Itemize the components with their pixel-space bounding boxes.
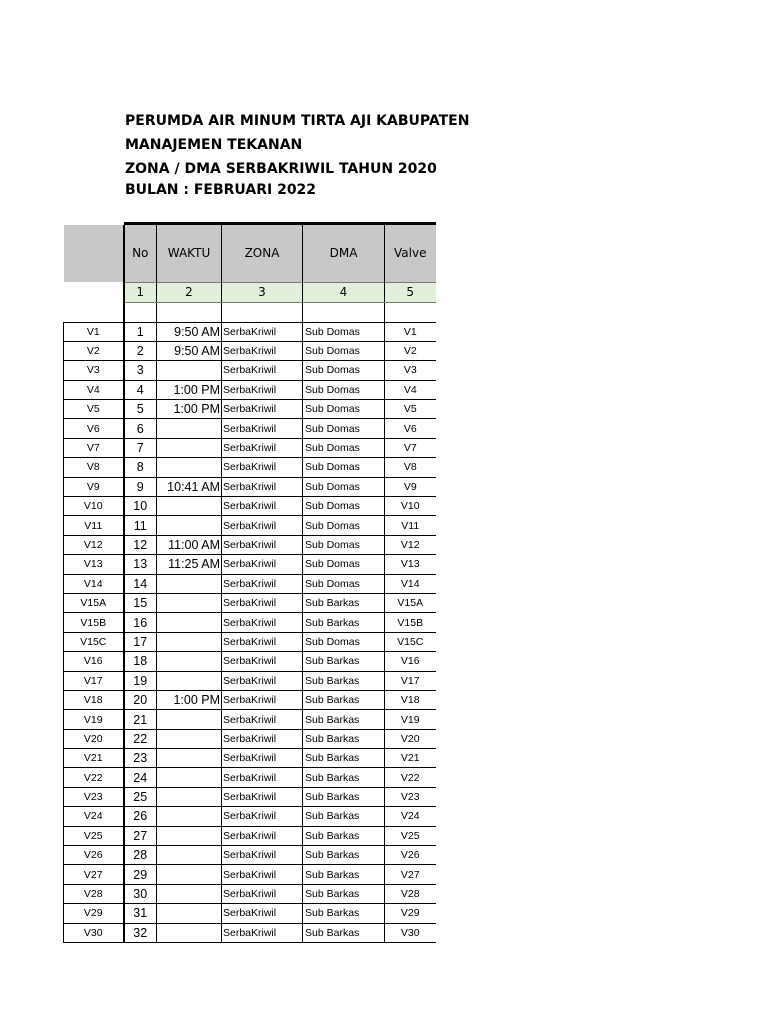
cell-no: 4 <box>124 380 157 399</box>
cell-valve: V16 <box>385 652 436 671</box>
cell-id: V18 <box>64 690 124 709</box>
table-row <box>64 632 436 651</box>
cell-id: V29 <box>64 904 124 923</box>
cell-id: V20 <box>64 729 124 748</box>
cell-valve: V15C <box>385 632 436 651</box>
column-number-4: 4 <box>303 282 385 302</box>
cell-id: V26 <box>64 846 124 865</box>
cell-waktu <box>157 768 222 787</box>
table-row <box>64 380 436 399</box>
cell-no: 30 <box>124 884 157 903</box>
cell-no: 18 <box>124 652 157 671</box>
cell-waktu <box>157 846 222 865</box>
cell-waktu: 1:00 PM <box>157 380 222 399</box>
cell-valve: V5 <box>385 400 436 419</box>
document-subtitle: MANAJEMEN TEKANAN <box>125 137 303 153</box>
cell-waktu <box>157 865 222 884</box>
cell-waktu: 9:50 AM <box>157 341 222 360</box>
cell-waktu: 1:00 PM <box>157 690 222 709</box>
cell-zona: SerbaKriwil <box>222 613 303 632</box>
table-row <box>64 787 436 806</box>
cell-no: 16 <box>124 613 157 632</box>
cell-dma: Sub Domas <box>303 419 385 438</box>
cell-dma: Sub Domas <box>303 458 385 477</box>
cell-no: 6 <box>124 419 157 438</box>
table-row <box>64 613 436 632</box>
cell-no: 5 <box>124 400 157 419</box>
cell-dma: Sub Barkas <box>303 923 385 942</box>
table-row <box>64 322 436 341</box>
cell-valve: V11 <box>385 516 436 535</box>
cell-dma: Sub Barkas <box>303 729 385 748</box>
cell-waktu <box>157 419 222 438</box>
cell-valve: V29 <box>385 904 436 923</box>
cell-dma: Sub Barkas <box>303 846 385 865</box>
cell-id: V3 <box>64 361 124 380</box>
cell-id: V4 <box>64 380 124 399</box>
cell-valve: V1 <box>385 322 436 341</box>
table-row <box>64 361 436 380</box>
cell-waktu: 10:41 AM <box>157 477 222 496</box>
cell-valve: V15B <box>385 613 436 632</box>
cell-valve: V26 <box>385 846 436 865</box>
cell-id: V22 <box>64 768 124 787</box>
cell-zona: SerbaKriwil <box>222 807 303 826</box>
cell-id: V14 <box>64 574 124 593</box>
cell-zona: SerbaKriwil <box>222 516 303 535</box>
column-number-5: 5 <box>385 282 436 302</box>
cell-id: V2 <box>64 341 124 360</box>
cell-valve: V19 <box>385 710 436 729</box>
cell-dma: Sub Barkas <box>303 749 385 768</box>
cell-valve: V22 <box>385 768 436 787</box>
table-row <box>64 690 436 709</box>
cell-valve: V12 <box>385 535 436 554</box>
cell-dma: Sub Domas <box>303 400 385 419</box>
cell-dma: Sub Domas <box>303 438 385 457</box>
cell-no: 26 <box>124 807 157 826</box>
table-row <box>64 768 436 787</box>
cell-waktu <box>157 613 222 632</box>
cell-waktu <box>157 787 222 806</box>
cell-id: V21 <box>64 749 124 768</box>
table-row <box>64 477 436 496</box>
cell-no: 32 <box>124 923 157 942</box>
cell-id: V7 <box>64 438 124 457</box>
cell-id: V6 <box>64 419 124 438</box>
cell-no: 10 <box>124 497 157 516</box>
cell-zona: SerbaKriwil <box>222 574 303 593</box>
table-row <box>64 923 436 942</box>
table-row <box>64 516 436 535</box>
cell-zona: SerbaKriwil <box>222 400 303 419</box>
cell-zona: SerbaKriwil <box>222 555 303 574</box>
column-number-2: 2 <box>157 282 222 302</box>
table-row <box>64 400 436 419</box>
header-no: No <box>124 225 157 282</box>
cell-zona: SerbaKriwil <box>222 458 303 477</box>
table-row <box>64 652 436 671</box>
cell-zona: SerbaKriwil <box>222 632 303 651</box>
cell-dma: Sub Barkas <box>303 865 385 884</box>
header-dma: DMA <box>303 225 385 282</box>
valve-table <box>63 222 436 943</box>
cell-dma: Sub Barkas <box>303 593 385 612</box>
table-row <box>64 904 436 923</box>
cell-zona: SerbaKriwil <box>222 671 303 690</box>
document-zone-line: ZONA / DMA SERBAKRIWIL TAHUN 2020 <box>125 161 437 177</box>
cell-zona: SerbaKriwil <box>222 923 303 942</box>
cell-zona: SerbaKriwil <box>222 826 303 845</box>
cell-waktu <box>157 497 222 516</box>
table-row <box>64 729 436 748</box>
cell-zona: SerbaKriwil <box>222 787 303 806</box>
cell-id: V17 <box>64 671 124 690</box>
cell-dma: Sub Barkas <box>303 652 385 671</box>
table-row <box>64 671 436 690</box>
cell-id: V28 <box>64 884 124 903</box>
cell-valve: V2 <box>385 341 436 360</box>
table-row <box>64 438 436 457</box>
cell-no: 24 <box>124 768 157 787</box>
cell-dma: Sub Domas <box>303 477 385 496</box>
table-row <box>64 555 436 574</box>
cell-valve: V13 <box>385 555 436 574</box>
cell-waktu <box>157 884 222 903</box>
cell-no: 31 <box>124 904 157 923</box>
cell-waktu <box>157 710 222 729</box>
cell-dma: Sub Barkas <box>303 768 385 787</box>
table-row <box>64 865 436 884</box>
cell-dma: Sub Barkas <box>303 826 385 845</box>
cell-id: V25 <box>64 826 124 845</box>
cell-no: 7 <box>124 438 157 457</box>
cell-zona: SerbaKriwil <box>222 593 303 612</box>
cell-id: V9 <box>64 477 124 496</box>
cell-waktu <box>157 904 222 923</box>
cell-zona: SerbaKriwil <box>222 438 303 457</box>
cell-valve: V17 <box>385 671 436 690</box>
cell-no: 14 <box>124 574 157 593</box>
cell-waktu <box>157 632 222 651</box>
table-row <box>64 710 436 729</box>
cell-valve: V6 <box>385 419 436 438</box>
cell-zona: SerbaKriwil <box>222 846 303 865</box>
cell-zona: SerbaKriwil <box>222 884 303 903</box>
table-row <box>64 846 436 865</box>
cell-no: 19 <box>124 671 157 690</box>
header-waktu: WAKTU <box>157 225 222 282</box>
cell-no: 3 <box>124 361 157 380</box>
cell-no: 8 <box>124 458 157 477</box>
cell-valve: V23 <box>385 787 436 806</box>
cell-dma: Sub Barkas <box>303 613 385 632</box>
cell-no: 13 <box>124 555 157 574</box>
cell-id: V10 <box>64 497 124 516</box>
cell-valve: V30 <box>385 923 436 942</box>
table-row <box>64 458 436 477</box>
table-row <box>64 419 436 438</box>
cell-zona: SerbaKriwil <box>222 535 303 554</box>
cell-dma: Sub Barkas <box>303 671 385 690</box>
cell-no: 22 <box>124 729 157 748</box>
table-row <box>64 826 436 845</box>
cell-id: V12 <box>64 535 124 554</box>
cell-waktu <box>157 438 222 457</box>
cell-zona: SerbaKriwil <box>222 361 303 380</box>
column-number-row <box>64 282 436 302</box>
cell-valve: V24 <box>385 807 436 826</box>
cell-waktu <box>157 652 222 671</box>
cell-id: V23 <box>64 787 124 806</box>
header-zona: ZONA <box>222 225 303 282</box>
cell-valve: V7 <box>385 438 436 457</box>
cell-no: 29 <box>124 865 157 884</box>
cell-no: 17 <box>124 632 157 651</box>
cell-zona: SerbaKriwil <box>222 904 303 923</box>
cell-no: 28 <box>124 846 157 865</box>
cell-valve: V25 <box>385 826 436 845</box>
cell-id: V1 <box>64 322 124 341</box>
cell-waktu <box>157 458 222 477</box>
cell-id: V19 <box>64 710 124 729</box>
cell-dma: Sub Domas <box>303 555 385 574</box>
cell-dma: Sub Domas <box>303 361 385 380</box>
cell-valve: V9 <box>385 477 436 496</box>
cell-no: 12 <box>124 535 157 554</box>
cell-valve: V3 <box>385 361 436 380</box>
cell-id: V13 <box>64 555 124 574</box>
table-row <box>64 884 436 903</box>
cell-no: 23 <box>124 749 157 768</box>
cell-dma: Sub Domas <box>303 574 385 593</box>
cell-no: 1 <box>124 322 157 341</box>
cell-zona: SerbaKriwil <box>222 477 303 496</box>
cell-waktu <box>157 593 222 612</box>
document-title: PERUMDA AIR MINUM TIRTA AJI KABUPATEN <box>125 113 470 129</box>
table-row <box>64 574 436 593</box>
cell-dma: Sub Domas <box>303 322 385 341</box>
blank-row <box>64 302 436 322</box>
cell-dma: Sub Domas <box>303 632 385 651</box>
cell-zona: SerbaKriwil <box>222 749 303 768</box>
cell-waktu: 11:25 AM <box>157 555 222 574</box>
cell-zona: SerbaKriwil <box>222 710 303 729</box>
cell-waktu <box>157 923 222 942</box>
header-row <box>64 225 436 282</box>
cell-valve: V21 <box>385 749 436 768</box>
cell-waktu: 11:00 AM <box>157 535 222 554</box>
cell-valve: V14 <box>385 574 436 593</box>
header-valve: Valve <box>385 225 436 282</box>
cell-waktu <box>157 826 222 845</box>
cell-no: 15 <box>124 593 157 612</box>
column-number-3: 3 <box>222 282 303 302</box>
cell-no: 27 <box>124 826 157 845</box>
cell-zona: SerbaKriwil <box>222 341 303 360</box>
cell-zona: SerbaKriwil <box>222 652 303 671</box>
table-row <box>64 341 436 360</box>
cell-zona: SerbaKriwil <box>222 419 303 438</box>
cell-waktu <box>157 749 222 768</box>
cell-waktu <box>157 361 222 380</box>
cell-no: 21 <box>124 710 157 729</box>
cell-dma: Sub Domas <box>303 516 385 535</box>
cell-waktu <box>157 574 222 593</box>
cell-id: V24 <box>64 807 124 826</box>
cell-dma: Sub Barkas <box>303 710 385 729</box>
cell-id: V8 <box>64 458 124 477</box>
table-row <box>64 593 436 612</box>
cell-zona: SerbaKriwil <box>222 322 303 341</box>
table-row <box>64 497 436 516</box>
cell-waktu: 1:00 PM <box>157 400 222 419</box>
cell-valve: V15A <box>385 593 436 612</box>
cell-waktu <box>157 671 222 690</box>
cell-id: V16 <box>64 652 124 671</box>
cell-valve: V10 <box>385 497 436 516</box>
cell-zona: SerbaKriwil <box>222 497 303 516</box>
cell-valve: V27 <box>385 865 436 884</box>
cell-dma: Sub Barkas <box>303 884 385 903</box>
cell-id: V15C <box>64 632 124 651</box>
cell-id: V15A <box>64 593 124 612</box>
document-month-line: BULAN : FEBRUARI 2022 <box>125 182 317 198</box>
cell-zona: SerbaKriwil <box>222 690 303 709</box>
cell-dma: Sub Barkas <box>303 690 385 709</box>
table-row <box>64 807 436 826</box>
cell-dma: Sub Barkas <box>303 807 385 826</box>
cell-id: V11 <box>64 516 124 535</box>
cell-dma: Sub Barkas <box>303 904 385 923</box>
cell-id: V27 <box>64 865 124 884</box>
cell-no: 25 <box>124 787 157 806</box>
cell-waktu <box>157 516 222 535</box>
cell-waktu <box>157 729 222 748</box>
cell-waktu: 9:50 AM <box>157 322 222 341</box>
cell-dma: Sub Barkas <box>303 787 385 806</box>
cell-id: V5 <box>64 400 124 419</box>
cell-id: V15B <box>64 613 124 632</box>
table-row <box>64 535 436 554</box>
cell-zona: SerbaKriwil <box>222 768 303 787</box>
cell-zona: SerbaKriwil <box>222 865 303 884</box>
cell-no: 9 <box>124 477 157 496</box>
cell-zona: SerbaKriwil <box>222 729 303 748</box>
cell-dma: Sub Domas <box>303 380 385 399</box>
cell-valve: V18 <box>385 690 436 709</box>
cell-valve: V8 <box>385 458 436 477</box>
column-number-1: 1 <box>124 282 157 302</box>
cell-no: 2 <box>124 341 157 360</box>
cell-valve: V20 <box>385 729 436 748</box>
cell-no: 11 <box>124 516 157 535</box>
cell-no: 20 <box>124 690 157 709</box>
cell-dma: Sub Domas <box>303 341 385 360</box>
cell-valve: V28 <box>385 884 436 903</box>
cell-valve: V4 <box>385 380 436 399</box>
cell-dma: Sub Domas <box>303 497 385 516</box>
cell-dma: Sub Domas <box>303 535 385 554</box>
cell-id: V30 <box>64 923 124 942</box>
cell-zona: SerbaKriwil <box>222 380 303 399</box>
table-row <box>64 749 436 768</box>
cell-waktu <box>157 807 222 826</box>
